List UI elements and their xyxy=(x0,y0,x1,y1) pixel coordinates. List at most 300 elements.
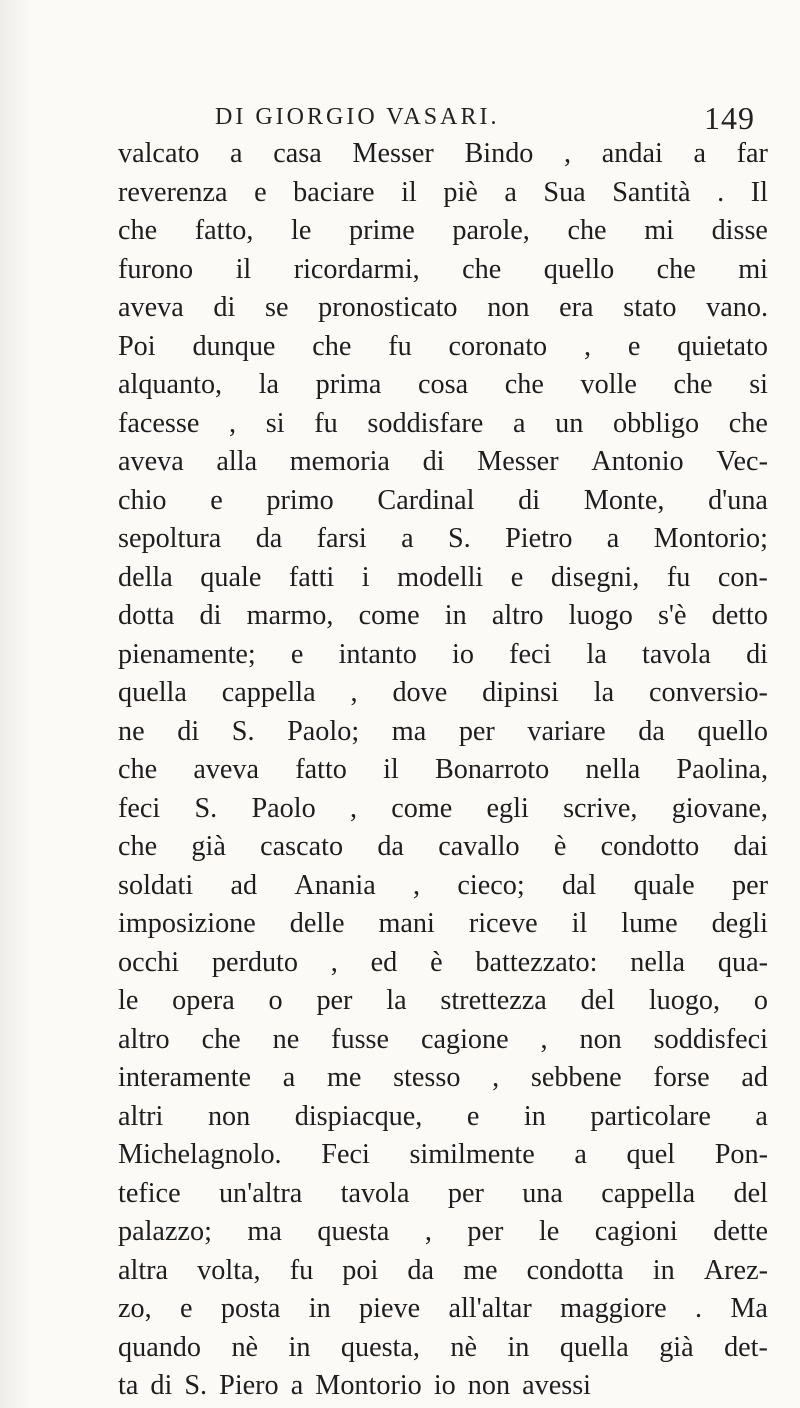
text-line xyxy=(118,790,768,829)
word: quella xyxy=(118,677,187,708)
text-line xyxy=(118,174,768,213)
word: particolare xyxy=(590,1100,711,1132)
text-line xyxy=(118,867,768,906)
word: la xyxy=(593,677,615,708)
word: condotta xyxy=(526,1254,624,1286)
word: fusse xyxy=(331,1023,390,1055)
text-line xyxy=(118,289,768,328)
word: maggiore xyxy=(560,1293,667,1324)
word: stesso xyxy=(393,1062,461,1093)
word: della xyxy=(118,561,173,593)
word: S. xyxy=(447,523,471,554)
text-line xyxy=(118,482,768,521)
word: di xyxy=(177,715,200,747)
word: è xyxy=(553,831,567,862)
word: soddisfeci xyxy=(653,1023,768,1055)
word: a xyxy=(755,1100,768,1132)
word: ad xyxy=(230,869,258,901)
word: da xyxy=(638,715,665,747)
text-line xyxy=(118,1252,768,1291)
word: e xyxy=(627,330,641,362)
word: dipinsi xyxy=(482,677,559,708)
page-edge-shadow xyxy=(0,0,30,1408)
word: di xyxy=(213,292,236,323)
word: che xyxy=(118,215,158,246)
word: come xyxy=(358,600,420,631)
word: è xyxy=(430,946,443,978)
word: , xyxy=(540,1023,548,1055)
word: Il xyxy=(750,176,768,208)
word: qua- xyxy=(717,946,768,978)
word: posta xyxy=(220,1293,281,1324)
word: o xyxy=(268,985,283,1016)
word: di xyxy=(422,446,445,477)
word: baciare xyxy=(293,176,375,208)
text-line xyxy=(118,1136,768,1175)
word: fu xyxy=(289,1254,314,1286)
word: , xyxy=(350,677,358,708)
word: piè xyxy=(443,176,478,208)
word: nè xyxy=(450,1331,478,1363)
word: degli xyxy=(711,908,768,939)
word: volta, xyxy=(197,1254,261,1286)
word: avessi xyxy=(522,1370,592,1401)
word: e xyxy=(510,561,524,593)
word: a xyxy=(512,407,526,439)
word: che xyxy=(504,369,544,400)
word: parole, xyxy=(452,215,530,246)
word: fatto, xyxy=(194,215,254,246)
word: pronosticato xyxy=(318,292,458,323)
word: ed xyxy=(370,946,398,978)
word: ricordarmi, xyxy=(293,253,420,285)
word: cagioni xyxy=(594,1216,678,1247)
word: andai xyxy=(601,138,663,169)
word: io xyxy=(452,638,474,670)
word: dispiacque, xyxy=(294,1100,423,1132)
word: egli xyxy=(486,792,529,824)
word: per xyxy=(447,1177,484,1209)
word: perduto xyxy=(211,946,298,978)
text-line xyxy=(118,944,768,983)
word: primo xyxy=(266,484,334,516)
word: il xyxy=(235,253,252,285)
text-line xyxy=(118,443,768,482)
text-line xyxy=(118,328,768,367)
word: che xyxy=(312,330,352,362)
word: , xyxy=(349,792,357,824)
word: non xyxy=(467,1370,511,1401)
word: nella xyxy=(630,946,686,978)
word: interamente xyxy=(118,1062,252,1093)
word: me xyxy=(463,1254,498,1286)
word: in xyxy=(444,600,467,631)
word: S. xyxy=(184,1370,208,1401)
word: in xyxy=(288,1331,311,1363)
word: imposizione xyxy=(118,908,256,939)
word: in xyxy=(507,1331,530,1363)
word: per xyxy=(467,1216,504,1247)
word: Michelagnolo. xyxy=(118,1139,282,1170)
word: altro xyxy=(118,1023,170,1055)
text-line xyxy=(118,520,768,559)
word: in xyxy=(652,1254,675,1286)
word: la xyxy=(386,985,407,1016)
word: che xyxy=(673,369,713,400)
word: che xyxy=(462,253,502,285)
word: si xyxy=(265,407,285,439)
word: e xyxy=(254,176,267,208)
word: di xyxy=(746,638,768,670)
word: Feci xyxy=(321,1139,370,1170)
word: stato xyxy=(623,292,677,323)
word: vano. xyxy=(706,292,768,323)
word: intanto xyxy=(338,638,417,670)
word: cappella xyxy=(601,1177,696,1209)
word: Pietro xyxy=(505,523,573,554)
word: che xyxy=(567,215,607,246)
word: cavallo xyxy=(438,831,520,862)
word: pieve xyxy=(359,1293,421,1324)
word: battezzato: xyxy=(475,946,598,978)
word: a xyxy=(230,138,243,169)
word: mani xyxy=(378,908,435,939)
word: sebbene xyxy=(530,1062,622,1093)
word: mi xyxy=(644,215,674,246)
word: le xyxy=(538,1216,560,1247)
word: questa xyxy=(317,1216,390,1247)
word: Santità xyxy=(612,176,691,208)
word: a xyxy=(282,1062,296,1093)
word: ne xyxy=(118,715,145,747)
word: la xyxy=(586,638,607,670)
word: o xyxy=(753,985,768,1016)
word: volle xyxy=(580,369,637,400)
word: , xyxy=(564,138,572,169)
word: e xyxy=(290,638,304,670)
word: altri xyxy=(118,1100,164,1132)
word: a xyxy=(693,138,706,169)
word: modelli xyxy=(397,561,484,593)
body-text xyxy=(118,135,768,1406)
word: me xyxy=(326,1062,362,1093)
word: quel xyxy=(626,1139,676,1170)
word: Paolo xyxy=(251,792,316,824)
word: furono xyxy=(118,253,194,285)
word: tavola xyxy=(642,638,711,670)
word: cieco; xyxy=(457,869,525,901)
word: tavola xyxy=(340,1177,410,1209)
word: Montorio; xyxy=(653,523,768,554)
word: alquanto, xyxy=(118,369,223,400)
word: soldati xyxy=(118,869,194,901)
word: poi xyxy=(342,1254,379,1286)
word: condotto xyxy=(600,831,700,862)
word: il xyxy=(401,176,417,208)
text-line xyxy=(118,559,768,598)
text-line xyxy=(118,597,768,636)
word: palazzo; xyxy=(118,1216,212,1247)
word: per xyxy=(458,715,495,747)
page-number: 149 xyxy=(704,100,755,136)
word: si xyxy=(749,369,768,400)
word: per xyxy=(731,869,768,901)
word: far xyxy=(736,138,768,169)
word: Antonio xyxy=(591,446,684,477)
word: Monte, xyxy=(583,484,665,516)
word: opera xyxy=(172,985,235,1016)
word: obbligo xyxy=(612,407,700,439)
word: dove xyxy=(392,677,448,708)
word: quale xyxy=(633,869,695,901)
word: marmo, xyxy=(246,600,334,631)
word: facesse xyxy=(118,407,200,439)
word: per xyxy=(316,985,353,1016)
word: fu xyxy=(388,330,412,362)
word: , xyxy=(492,1062,500,1093)
word: ma xyxy=(247,1216,282,1247)
word: forse xyxy=(653,1062,710,1093)
word: che xyxy=(728,407,768,439)
word: il xyxy=(383,754,399,785)
word: cascato xyxy=(260,831,344,862)
word: cagione xyxy=(420,1023,509,1055)
word: a xyxy=(290,1370,304,1401)
word: cosa xyxy=(418,369,469,400)
text-line xyxy=(118,1175,768,1214)
word: nella xyxy=(585,754,641,785)
word: occhi xyxy=(118,946,180,978)
word: Poi xyxy=(118,330,156,362)
text-line xyxy=(118,751,768,790)
word: luogo xyxy=(568,600,633,631)
word: pienamente; xyxy=(118,638,256,670)
word: non xyxy=(579,1023,622,1055)
word: chio xyxy=(118,484,167,516)
word: un xyxy=(555,407,584,439)
word: in xyxy=(308,1293,331,1324)
word: ma xyxy=(391,715,427,747)
word: detto xyxy=(711,600,768,631)
word: Ma xyxy=(730,1293,768,1324)
text-line xyxy=(118,1098,768,1137)
word: ad xyxy=(741,1062,768,1093)
word: quello xyxy=(543,253,615,285)
text-line xyxy=(118,366,768,405)
word: variare xyxy=(527,715,606,747)
word: e xyxy=(466,1100,480,1132)
word: a xyxy=(606,523,620,554)
word: che xyxy=(118,754,158,785)
word: con- xyxy=(717,561,768,593)
page-header xyxy=(215,100,755,140)
text-line xyxy=(118,1213,768,1252)
word: , xyxy=(413,869,421,901)
word: Anania xyxy=(294,869,376,901)
word: ta xyxy=(118,1370,139,1401)
word: fu xyxy=(314,407,338,439)
word: quietato xyxy=(677,330,768,362)
word: Messer xyxy=(352,138,434,169)
word: a xyxy=(574,1139,587,1170)
word: quello xyxy=(697,715,768,747)
word: giovane, xyxy=(671,792,768,824)
word: era xyxy=(559,292,594,323)
word: fu xyxy=(666,561,691,593)
word: a xyxy=(504,176,517,208)
word: le xyxy=(118,985,139,1016)
text-line xyxy=(118,636,768,675)
word: altro xyxy=(491,600,544,631)
word: i xyxy=(361,561,370,593)
word: aveva xyxy=(118,292,184,323)
text-line xyxy=(118,405,768,444)
word: valcato xyxy=(118,138,200,169)
word: lume xyxy=(621,908,678,939)
word: fatti xyxy=(288,561,335,593)
word: soddisfare xyxy=(367,407,484,439)
word: cappella xyxy=(221,677,316,708)
word: già xyxy=(659,1331,694,1363)
word: di xyxy=(518,484,541,516)
text-line xyxy=(118,135,768,174)
word: questa, xyxy=(340,1331,420,1363)
word: . xyxy=(717,176,725,208)
word: da xyxy=(255,523,283,554)
word: Sua xyxy=(543,176,586,208)
word: la xyxy=(258,369,280,400)
text-line xyxy=(118,1367,768,1406)
word: che xyxy=(118,831,158,862)
word: che xyxy=(201,1023,241,1055)
word: riceve xyxy=(468,908,538,939)
word: alla xyxy=(216,446,258,477)
word: d'una xyxy=(708,484,768,516)
word: dotta xyxy=(118,600,175,631)
word: det- xyxy=(724,1331,768,1363)
word: come xyxy=(391,792,453,824)
word: Vec- xyxy=(716,446,768,477)
word: S. xyxy=(231,715,255,747)
word: delle xyxy=(289,908,345,939)
word: non xyxy=(487,292,530,323)
word: del xyxy=(733,1177,768,1209)
word: , xyxy=(424,1216,432,1247)
word: il xyxy=(571,908,588,939)
word: già xyxy=(191,831,226,862)
word: quella xyxy=(559,1331,629,1363)
word: strettezza xyxy=(440,985,547,1016)
word: quando xyxy=(118,1331,201,1363)
word: Bonarroto xyxy=(434,754,550,785)
text-line xyxy=(118,905,768,944)
word: , xyxy=(583,330,592,362)
word: dunque xyxy=(192,330,276,362)
word: zo, xyxy=(118,1293,152,1324)
text-line xyxy=(118,828,768,867)
word: e xyxy=(180,1293,193,1324)
text-line xyxy=(118,1059,768,1098)
word: reverenza xyxy=(118,176,228,208)
word: Messer xyxy=(477,446,559,477)
running-head: DI GIORGIO VASARI. xyxy=(215,104,500,130)
word: S. xyxy=(194,792,218,824)
word: a xyxy=(401,523,414,554)
word: mi xyxy=(738,253,768,285)
word: tefice xyxy=(118,1177,181,1209)
word: dal xyxy=(561,869,597,901)
word: sepoltura xyxy=(118,523,222,554)
word: Montorio xyxy=(315,1370,422,1401)
word: similmente xyxy=(409,1139,535,1170)
word: coronato xyxy=(448,330,548,362)
word: ne xyxy=(272,1023,300,1055)
word: le xyxy=(291,215,312,246)
word: s'è xyxy=(657,600,687,631)
word: se xyxy=(265,292,289,323)
text-line xyxy=(118,674,768,713)
word: luogo, xyxy=(648,985,721,1016)
text-line xyxy=(118,1329,768,1368)
word: feci xyxy=(509,638,552,670)
word: all'altar xyxy=(448,1293,532,1324)
word: casa xyxy=(273,138,322,169)
word: , xyxy=(229,407,237,439)
word: non xyxy=(207,1100,251,1132)
word: , xyxy=(330,946,338,978)
word: nè xyxy=(231,1331,259,1363)
text-line xyxy=(118,1021,768,1060)
text-line xyxy=(118,212,768,251)
word: da xyxy=(407,1254,434,1286)
word: in xyxy=(523,1100,546,1132)
text-line xyxy=(118,713,768,752)
word: memoria xyxy=(289,446,390,477)
word: che xyxy=(656,253,696,285)
word: disegni, xyxy=(550,561,640,593)
word: dette xyxy=(713,1216,768,1247)
word: Cardinal xyxy=(377,484,475,516)
word: prima xyxy=(315,369,382,400)
text-line xyxy=(118,982,768,1021)
text-line xyxy=(118,251,768,290)
word: un'altra xyxy=(218,1177,303,1209)
word: Paolina, xyxy=(676,754,768,785)
word: fatto xyxy=(295,754,347,785)
word: io xyxy=(433,1370,456,1401)
word: Arez- xyxy=(703,1254,768,1286)
word: conversio- xyxy=(648,677,768,708)
word: dai xyxy=(733,831,768,862)
word: Pon- xyxy=(714,1139,768,1170)
word: Piero xyxy=(219,1370,279,1401)
word: aveva xyxy=(118,446,184,477)
word: scrive, xyxy=(563,792,638,824)
word: quale xyxy=(200,561,262,593)
word: altra xyxy=(118,1254,169,1286)
word: di xyxy=(150,1370,173,1401)
word: da xyxy=(377,831,404,862)
word: aveva xyxy=(193,754,260,785)
word: . xyxy=(694,1293,702,1324)
word: Bindo xyxy=(464,138,534,169)
word: una xyxy=(522,1177,563,1209)
word: feci xyxy=(118,792,161,824)
word: del xyxy=(580,985,616,1016)
word: farsi xyxy=(316,523,367,554)
word: di xyxy=(199,600,222,631)
word: disse xyxy=(711,215,768,246)
